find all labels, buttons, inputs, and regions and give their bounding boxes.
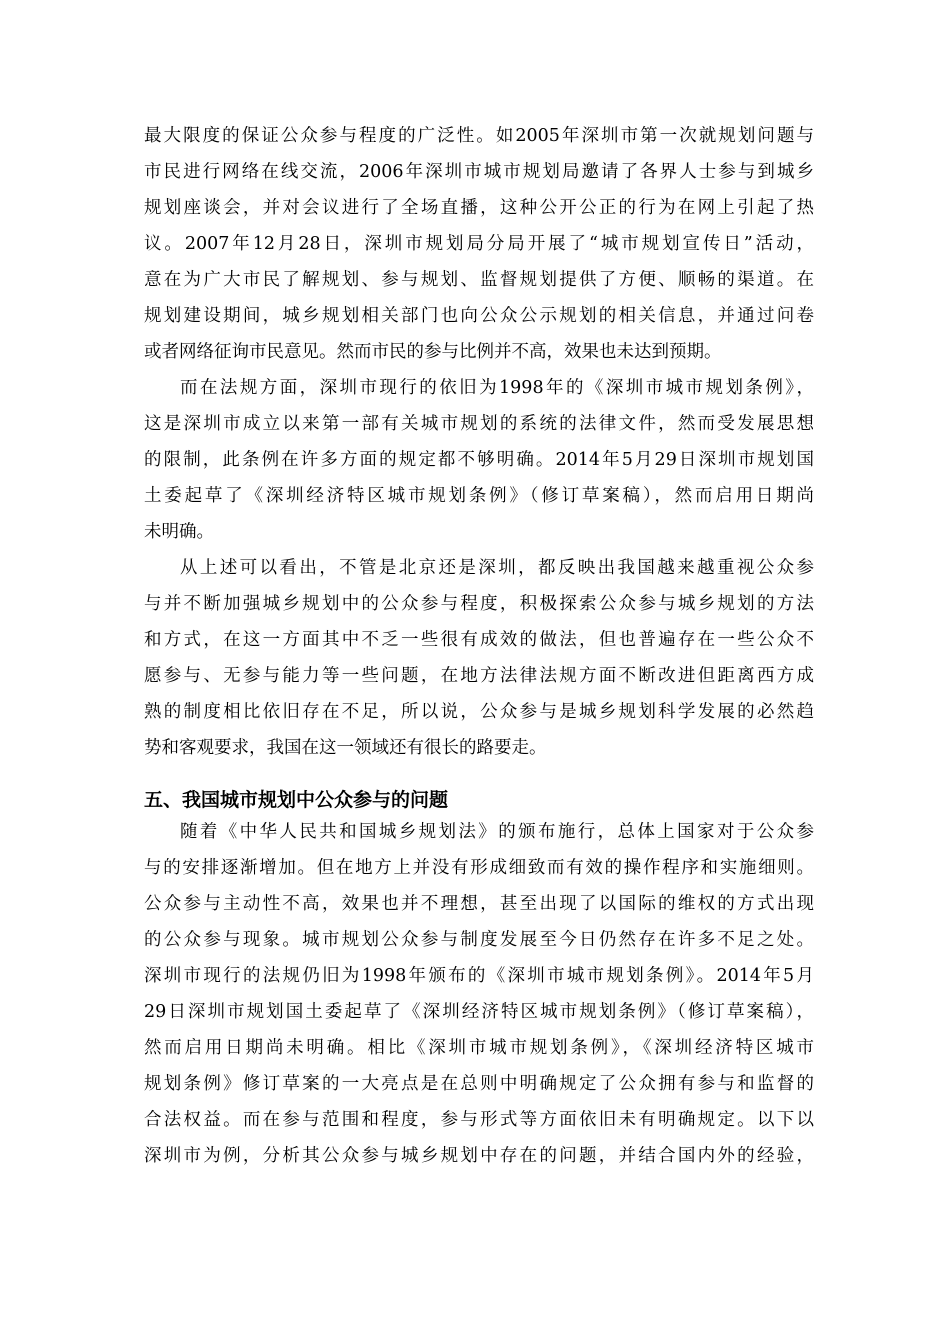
text-line: 与并不断加强城乡规划中的公众参与程度，积极探索公众参与城乡规划的方法 bbox=[144, 594, 814, 614]
text-line: 深圳市现行的法规仍旧为1998年颁布的《深圳市城市规划条例》。2014年5月 bbox=[144, 966, 814, 986]
text-line: 29日深圳市规划国土委起草了《深圳经济特区城市规划条例》（修订草案稿）， bbox=[144, 1002, 814, 1022]
text-line: 合法权益。而在参与范围和程度，参与形式等方面依旧未有明确规定。以下以 bbox=[144, 1110, 814, 1130]
text-line: 或者网络征询市民意见。然而市民的参与比例并不高，效果也未达到预期。 bbox=[144, 342, 722, 362]
text-line: 熟的制度相比依旧存在不足，所以说，公众参与是城乡规划科学发展的必然趋 bbox=[144, 702, 814, 722]
text-line: 意在为广大市民了解规划、参与规划、监督规划提供了方便、顺畅的渠道。在 bbox=[144, 270, 814, 290]
text-line: 规划条例》修订草案的一大亮点是在总则中明确规定了公众拥有参与和监督的 bbox=[144, 1074, 814, 1094]
text-line: 最大限度的保证公众参与程度的广泛性。如2005年深圳市第一次就规划问题与 bbox=[144, 126, 814, 146]
section-heading: 五、我国城市规划中公众参与的问题 bbox=[144, 789, 449, 811]
text-line: 规划座谈会，并对会议进行了全场直播，这种公开公正的行为在网上引起了热 bbox=[144, 198, 814, 218]
text-line: 和方式，在这一方面其中不乏一些很有成效的做法，但也普遍存在一些公众不 bbox=[144, 630, 814, 650]
text-line: 的公众参与现象。城市规划公众参与制度发展至今日仍然存在许多不足之处。 bbox=[144, 930, 814, 950]
text-line: 而在法规方面，深圳市现行的依旧为1998年的《深圳市城市规划条例》， bbox=[180, 378, 814, 398]
text-line: 议。2007年12月28日，深圳市规划局分局开展了“城市规划宣传日”活动， bbox=[144, 234, 814, 254]
text-line: 与的安排逐渐增加。但在地方上并没有形成细致而有效的操作程序和实施细则。 bbox=[144, 858, 814, 878]
text-line: 愿参与、无参与能力等一些问题，在地方法律法规方面不断改进但距离西方成 bbox=[144, 666, 814, 686]
text-line: 随着《中华人民共和国城乡规划法》的颁布施行，总体上国家对于公众参 bbox=[180, 822, 814, 842]
text-line: 深圳市为例，分析其公众参与城乡规划中存在的问题，并结合国内外的经验， bbox=[144, 1146, 814, 1166]
text-line: 未明确。 bbox=[144, 522, 214, 542]
text-line: 从上述可以看出，不管是北京还是深圳，都反映出我国越来越重视公众参 bbox=[180, 558, 814, 578]
text-line: 然而启用日期尚未明确。相比《深圳市城市规划条例》，《深圳经济特区城市 bbox=[144, 1038, 814, 1058]
text-line: 规划建设期间，城乡规划相关部门也向公众公示规划的相关信息，并通过问卷 bbox=[144, 306, 814, 326]
text-line: 势和客观要求，我国在这一领域还有很长的路要走。 bbox=[144, 738, 547, 758]
text-line: 的限制，此条例在许多方面的规定都不够明确。2014年5月29日深圳市规划国 bbox=[144, 450, 814, 470]
text-line: 市民进行网络在线交流，2006年深圳市城市规划局邀请了各界人士参与到城乡 bbox=[144, 162, 814, 182]
text-line: 这是深圳市成立以来第一部有关城市规划的系统的法律文件，然而受发展思想 bbox=[144, 414, 814, 434]
text-line: 公众参与主动性不高，效果也并不理想，甚至出现了以国际的维权的方式出现 bbox=[144, 894, 814, 914]
text-line: 土委起草了《深圳经济特区城市规划条例》（修订草案稿），然而启用日期尚 bbox=[144, 486, 814, 506]
